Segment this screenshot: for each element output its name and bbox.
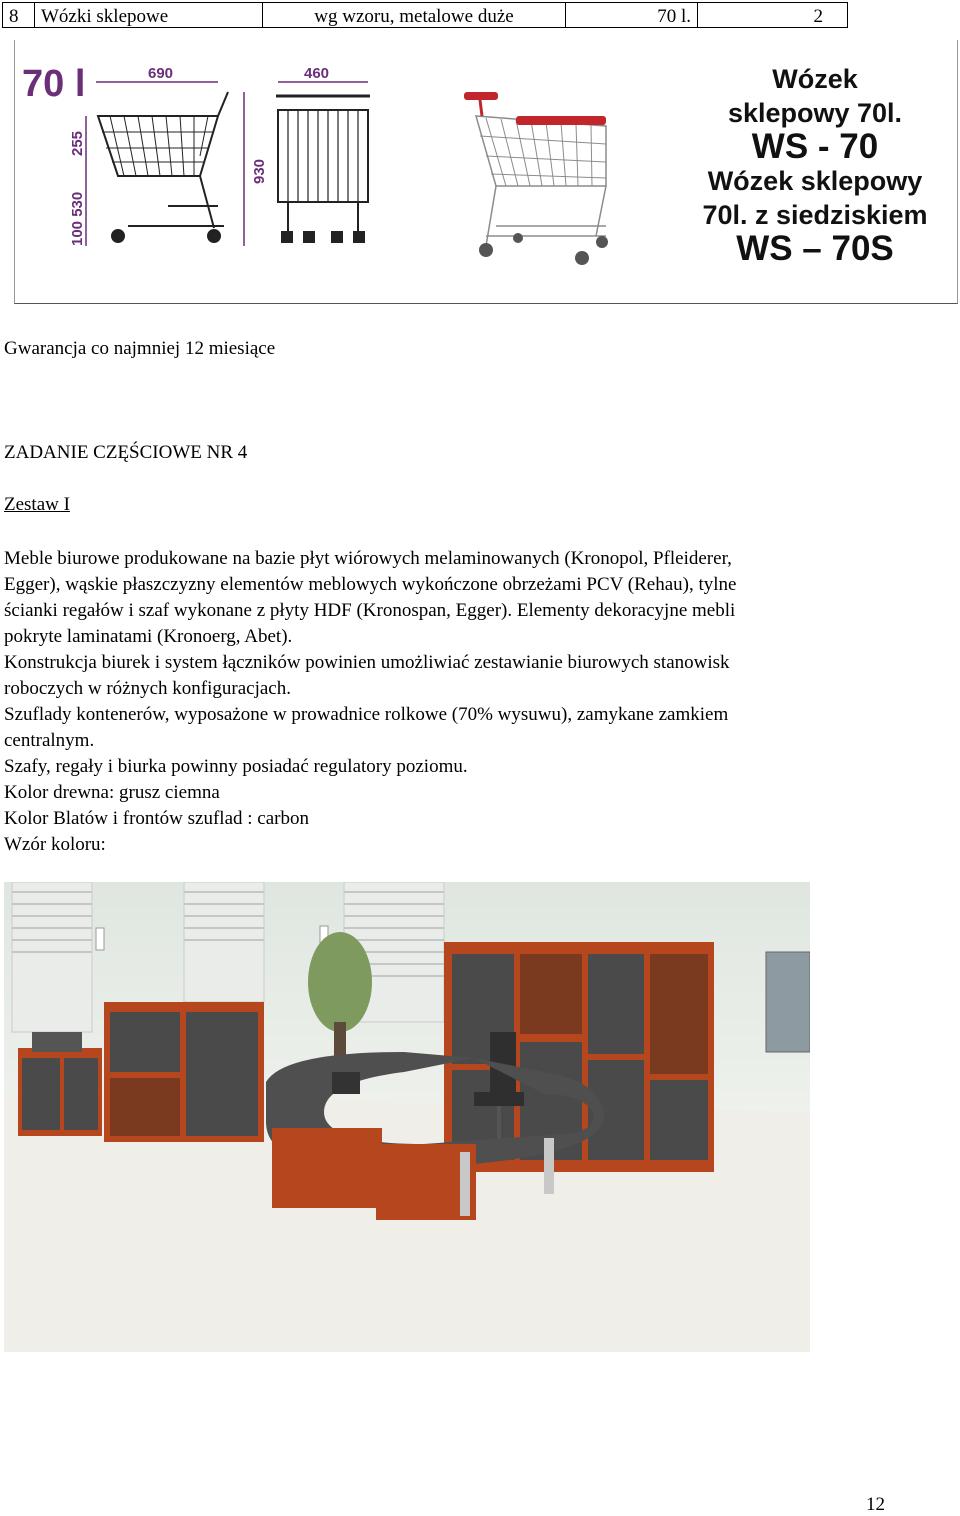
- body-line: Meble biurowe produkowane na bazie płyt wiórowych melaminowanych (Kronopol, Pfleiderer,: [4, 548, 732, 569]
- title-line-4: Wózek sklepowy: [707, 166, 923, 196]
- wall-picture: [766, 952, 810, 1052]
- dim-width: 460: [304, 65, 330, 82]
- item-spec: wg wzoru, metalowe duże: [263, 3, 566, 27]
- body-line: roboczych w różnych konfiguracjach.: [4, 678, 291, 699]
- page-number: 12: [866, 1494, 885, 1515]
- title-line-2: sklepowy 70l.: [727, 98, 903, 128]
- dim-base: 100 530: [69, 191, 86, 246]
- body-line: centralnym.: [4, 730, 95, 751]
- warranty-text: Gwarancja co najmniej 12 miesiące: [4, 338, 276, 359]
- title-line-6: WS – 70S: [736, 229, 894, 268]
- handle-grip: [516, 116, 606, 125]
- dim-height: 930: [251, 158, 268, 184]
- body-line: Szuflady kontenerów, wyposażone w prowadnice rolkowe (70% wysuwu), zamykane zamkiem: [4, 704, 729, 725]
- title-line-3: WS - 70: [751, 127, 879, 166]
- cart-model-title: [700, 62, 930, 266]
- body-line: Szafy, regały i biurka powinny posiadać regulatory poziomu.: [4, 756, 468, 777]
- body-line: ścianki regałów i szaf wykonane z płyty HDF (Kronospan, Egger). Elementy dekoracyjne mebli: [4, 600, 736, 621]
- item-name: Wózki sklepowe: [35, 3, 263, 27]
- section-heading: ZADANIE CZĘŚCIOWE NR 4: [4, 442, 248, 463]
- item-capacity: 70 l.: [566, 3, 698, 27]
- body-line: Konstrukcja biurek i system łączników powinien umożliwiać zestawianie biurowych stanowisk: [4, 652, 730, 673]
- cart-front-view: [276, 96, 370, 242]
- middle-cabinets: [104, 1002, 264, 1142]
- body-line: Kolor drewna: grusz ciemna: [4, 782, 220, 803]
- body-line: pokryte laminatami (Kronoerg, Abet).: [4, 626, 293, 647]
- printer: [32, 1032, 82, 1052]
- item-table-row: [2, 2, 848, 28]
- cart-photo: [456, 86, 626, 270]
- body-line: Wzór koloru:: [4, 834, 106, 855]
- title-line-5: 70l. z siedziskiem: [702, 200, 928, 230]
- dim-basket: 255: [69, 130, 86, 156]
- description-paragraph: [4, 546, 904, 858]
- handle-grip-left: [464, 92, 498, 100]
- item-number: 8: [3, 3, 35, 27]
- capacity-label: 70 l: [22, 63, 86, 105]
- office-furniture-image: [4, 882, 810, 1352]
- title-line-1: Wózek: [772, 64, 858, 94]
- dim-length: 690: [148, 65, 174, 82]
- cart-side-view: [98, 92, 228, 242]
- set-label: Zestaw I: [4, 494, 70, 515]
- body-line: Egger), wąskie płaszczyzny elementów meblowych wykończone obrzeżami PCV (Rehau), tylne: [4, 574, 737, 595]
- laptop: [332, 1072, 360, 1094]
- body-line: Kolor Blatów i frontów szuflad : carbon: [4, 808, 309, 829]
- item-quantity: 2: [813, 6, 823, 27]
- cart-technical-drawing: [18, 56, 378, 252]
